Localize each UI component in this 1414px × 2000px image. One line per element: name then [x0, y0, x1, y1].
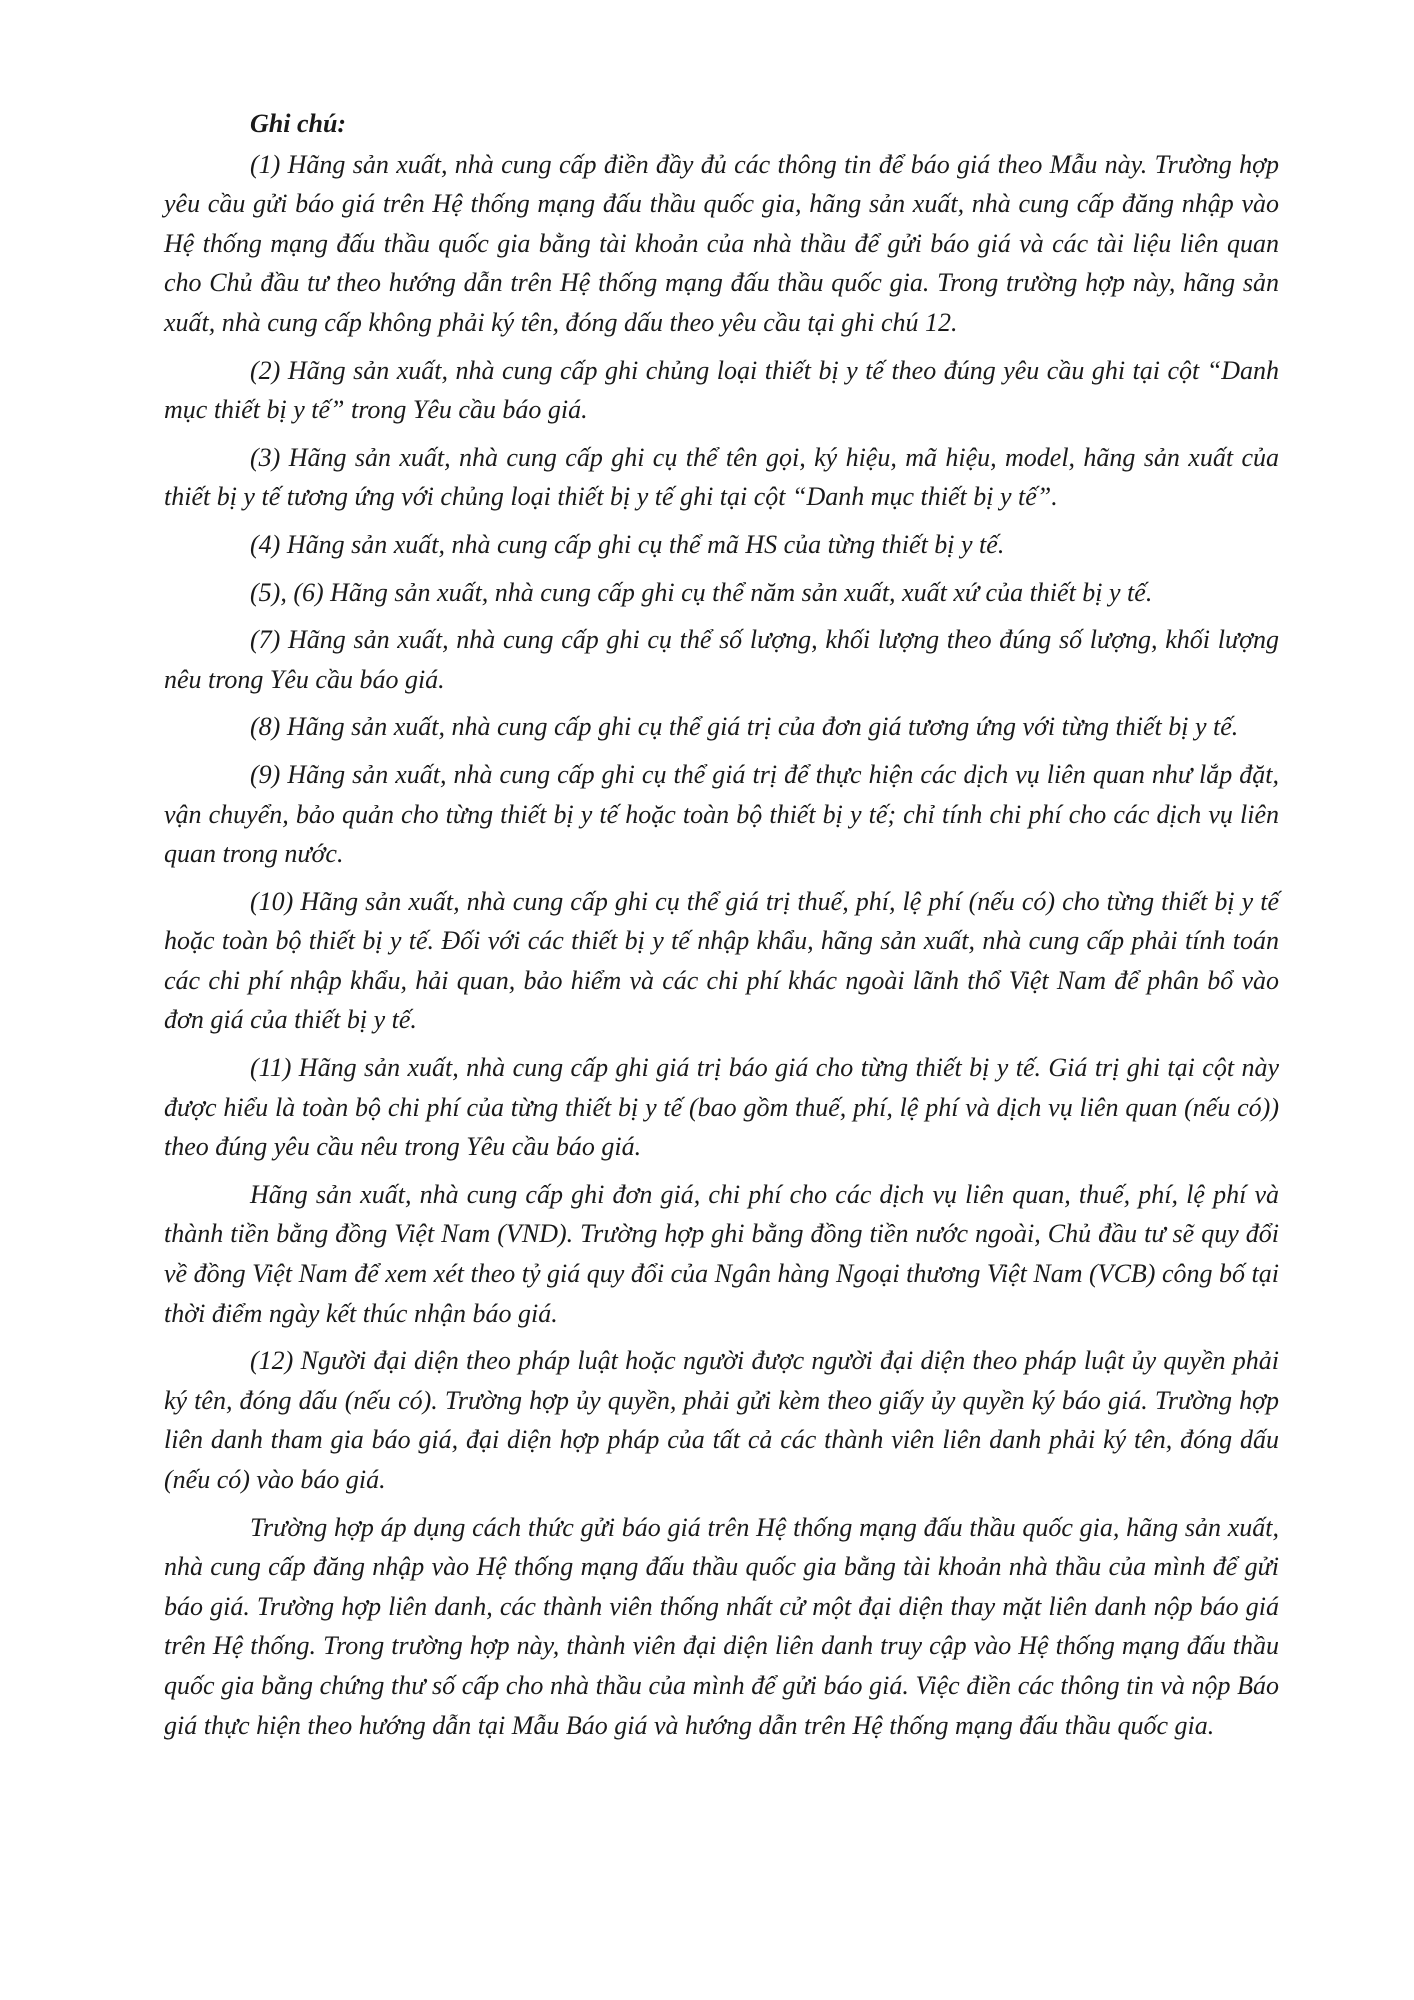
note-9: (9) Hãng sản xuất, nhà cung cấp ghi cụ thể giá trị để thực hiện các dịch vụ liên quan như lắp đặt, vận chuyển, bảo quản cho từng thiết bị y tế hoặc toàn bộ thiết bị y tế; chỉ tính chi phí cho các dịch vụ liên quan trong nước. [164, 759, 1279, 869]
note-currency-paragraph: Hãng sản xuất, nhà cung cấp ghi đơn giá, chi phí cho các dịch vụ liên quan, thuế, phí, lệ phí và thành tiền bằng đồng Việt Nam (VND). Trường hợp ghi bằng đồng tiền nước ngoài, Chủ đầu tư sẽ quy đổi về đồng Việt Nam để xem xét theo tỷ giá quy đổi của Ngân hàng Ngoại thương Việt Nam (VCB) công bố tại thời điểm ngày kết thúc nhận báo giá. [164, 1179, 1279, 1328]
note-10: (10) Hãng sản xuất, nhà cung cấp ghi cụ thể giá trị thuế, phí, lệ phí (nếu có) cho từng thiết bị y tế hoặc toàn bộ thiết bị y tế. Đối với các thiết bị y tế nhập khẩu, hãng sản xuất, nhà cung cấp phải tính toán các chi phí nhập khẩu, hải quan, bảo hiểm và các chi phí khác ngoài lãnh thổ Việt Nam để phân bổ vào đơn giá của thiết bị y tế. [164, 886, 1279, 1035]
notes-document [164, 104, 1279, 1745]
note-11: (11) Hãng sản xuất, nhà cung cấp ghi giá trị báo giá cho từng thiết bị y tế. Giá trị ghi tại cột này được hiểu là toàn bộ chi phí của từng thiết bị y tế (bao gồm thuế, phí, lệ phí và dịch vụ liên quan (nếu có)) theo đúng yêu cầu nêu trong Yêu cầu báo giá. [164, 1053, 1279, 1162]
note-3: (3) Hãng sản xuất, nhà cung cấp ghi cụ thể tên gọi, ký hiệu, mã hiệu, model, hãng sản xuất của thiết bị y tế tương ứng với chủng loại thiết bị y tế ghi tại cột “Danh mục thiết bị y tế”. [164, 442, 1279, 512]
note-7: (7) Hãng sản xuất, nhà cung cấp ghi cụ thể số lượng, khối lượng theo đúng số lượng, khối lượng nêu trong Yêu cầu báo giá. [164, 625, 1279, 694]
note-online-submission-paragraph: Trường hợp áp dụng cách thức gửi báo giá trên Hệ thống mạng đấu thầu quốc gia, hãng sản xuất, nhà cung cấp đăng nhập vào Hệ thống mạng đấu thầu quốc gia bằng tài khoản nhà thầu của mình để gửi báo giá. Trường hợp liên danh, các thành viên thống nhất cử một đại diện thay mặt liên danh nộp báo giá trên Hệ thống. Trong trường hợp này, thành viên đại diện liên danh truy cập vào Hệ thống mạng đấu thầu quốc gia bằng chứng thư số cấp cho nhà thầu của mình để gửi báo giá. Việc điền các thông tin và nộp Báo giá thực hiện theo hướng dẫn tại Mẫu Báo giá và hướng dẫn trên Hệ thống mạng đấu thầu quốc gia. [164, 1512, 1279, 1740]
note-2: (2) Hãng sản xuất, nhà cung cấp ghi chủng loại thiết bị y tế theo đúng yêu cầu ghi tại cột “Danh mục thiết bị y tế” trong Yêu cầu báo giá. [164, 355, 1279, 425]
note-1: (1) Hãng sản xuất, nhà cung cấp điền đầy đủ các thông tin để báo giá theo Mẫu này. Trường hợp yêu cầu gửi báo giá trên Hệ thống mạng đấu thầu quốc gia, hãng sản xuất, nhà cung cấp đăng nhập vào Hệ thống mạng đấu thầu quốc gia bằng tài khoản của nhà thầu để gửi báo giá và các tài liệu liên quan cho Chủ đầu tư theo hướng dẫn trên Hệ thống mạng đấu thầu quốc gia. Trong trường hợp này, hãng sản xuất, nhà cung cấp không phải ký tên, đóng dấu theo yêu cầu tại ghi chú 12. [164, 149, 1279, 337]
note-5-6: (5), (6) Hãng sản xuất, nhà cung cấp ghi cụ thể năm sản xuất, xuất xứ của thiết bị y tế. [250, 577, 1153, 607]
note-4: (4) Hãng sản xuất, nhà cung cấp ghi cụ thể mã HS của từng thiết bị y tế. [250, 529, 1005, 559]
note-12: (12) Người đại diện theo pháp luật hoặc người được người đại diện theo pháp luật ủy quyền phải ký tên, đóng dấu (nếu có). Trường hợp ủy quyền, phải gửi kèm theo giấy ủy quyền ký báo giá. Trường hợp liên danh tham gia báo giá, đại diện hợp pháp của tất cả các thành viên liên danh phải ký tên, đóng dấu (nếu có) vào báo giá. [164, 1346, 1279, 1494]
notes-heading: Ghi chú: [250, 109, 347, 138]
note-8: (8) Hãng sản xuất, nhà cung cấp ghi cụ thể giá trị của đơn giá tương ứng với từng thiết bị y tế. [250, 712, 1239, 742]
